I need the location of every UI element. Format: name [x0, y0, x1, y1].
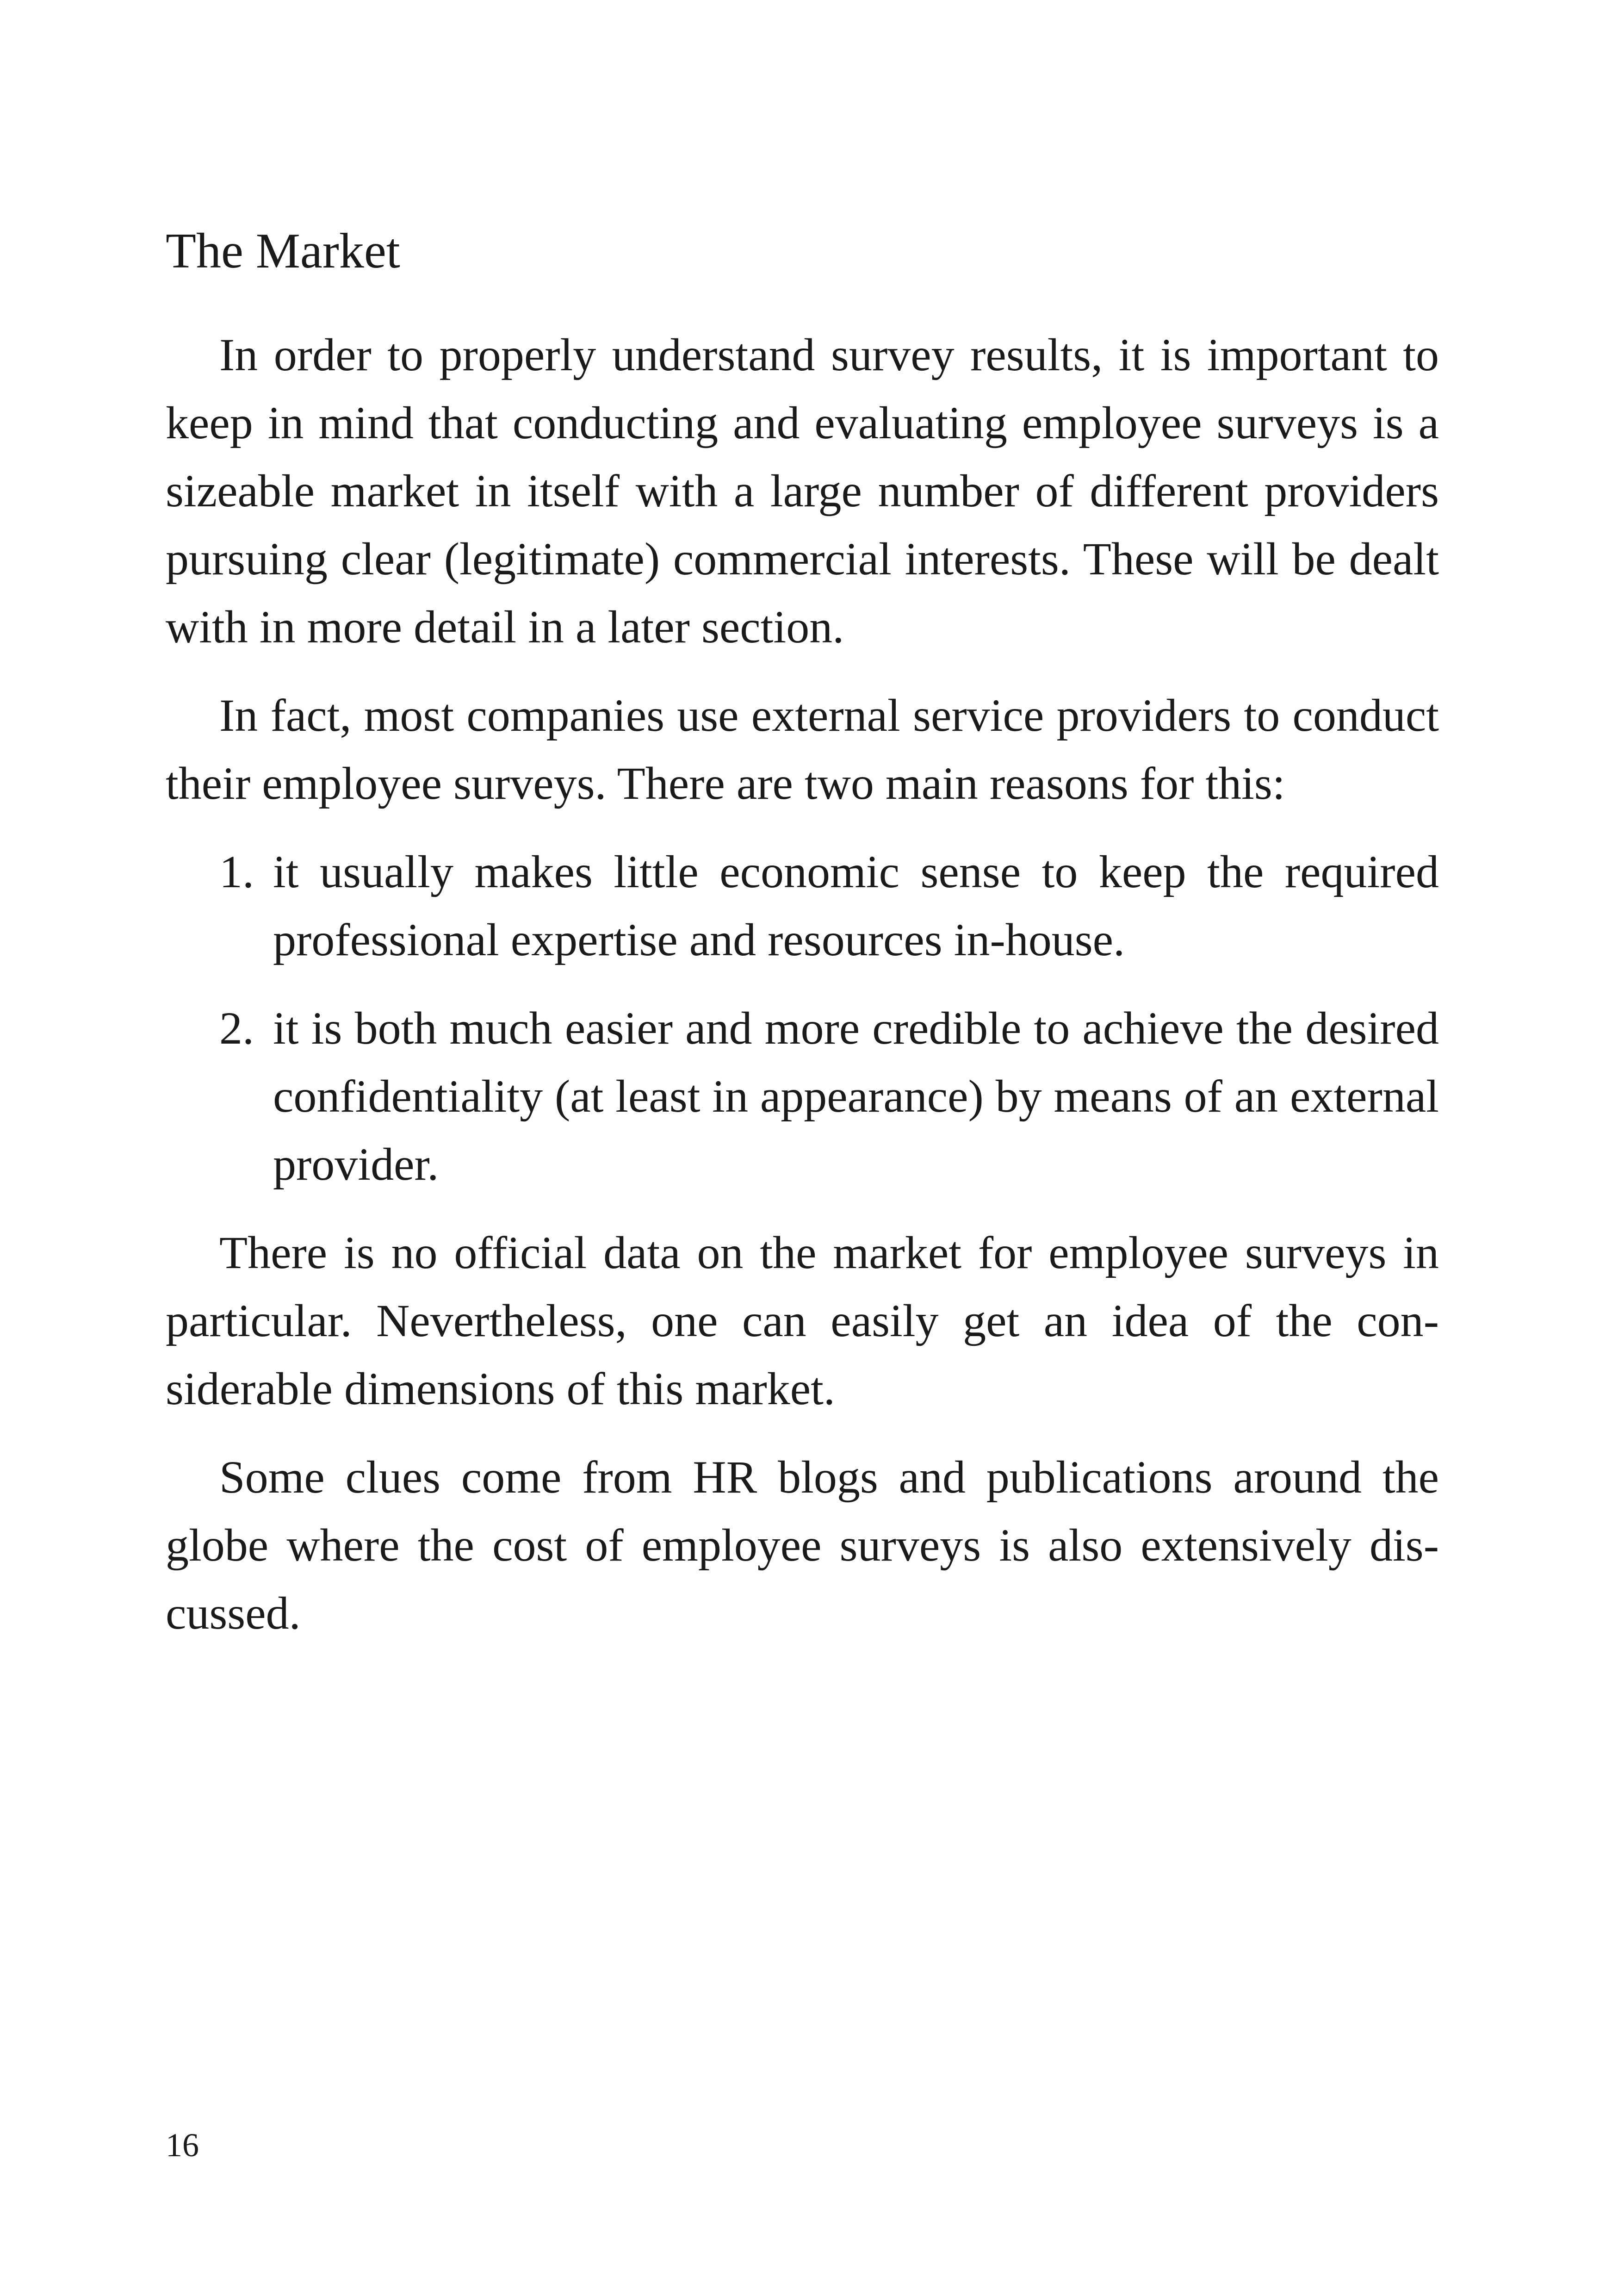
paragraph: Some clues come from HR blogs and publications around the globe where the cost of employee surveys is also extensively discussed. — [166, 1451, 1439, 1639]
list-item-number: 2. — [219, 1002, 254, 1054]
paragraph: There is no official data on the market for employee surveys in particular. Nevertheless, one can easily get an idea of the considerable dimensions of this market. — [166, 1227, 1439, 1414]
page-number: 16 — [166, 2127, 199, 2164]
paragraph: In fact, most companies use external service providers to conduct their employee surveys. There are two main reasons for this: — [166, 690, 1439, 809]
list-item — [166, 838, 1439, 974]
body-text — [166, 321, 1439, 1668]
list-item-number: 1. — [219, 846, 254, 897]
paragraph: In order to properly understand survey results, it is important to keep in mind that conducting and evaluating employee surveys is a sizeable market in itself with a large number of different providers pursuing clear (legitimate) commercial interests. These will be dealt with in more detail in a later section. — [166, 329, 1439, 653]
list-item — [166, 994, 1439, 1198]
list-item-text: it is both much easier and more credible to achieve the desired confidentiality (at least in appearance) by means of an external provider. — [273, 1002, 1439, 1190]
list-item-text: it usually makes little economic sense to keep the required professional expertise and resources in-house. — [273, 846, 1439, 965]
section-heading: The Market — [166, 224, 400, 279]
reasons-list — [166, 838, 1439, 1198]
